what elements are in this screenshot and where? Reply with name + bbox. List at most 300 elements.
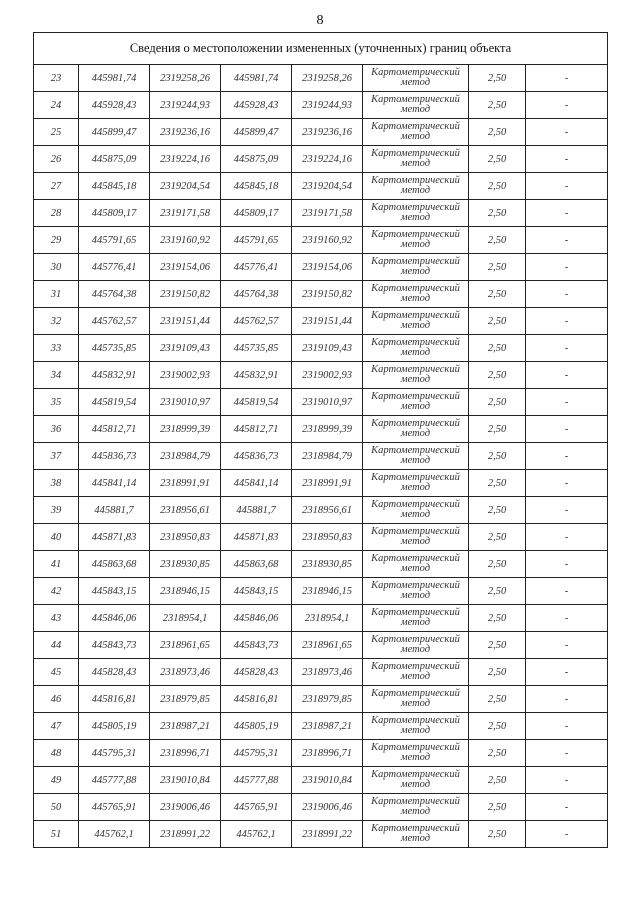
existing-y-cell: 2318984,79 [150, 443, 221, 470]
point-number-cell: 27 [34, 173, 79, 200]
method-line-2: метод [400, 806, 431, 817]
point-number-cell: 51 [34, 821, 79, 848]
accuracy-cell: 2,50 [469, 65, 526, 92]
accuracy-cell: 2,50 [469, 551, 526, 578]
refined-x-cell: 445843,15 [221, 578, 292, 605]
method-line-2: метод [400, 77, 431, 88]
method-line-2: метод [400, 455, 431, 466]
note-cell: - [526, 713, 608, 740]
table-title: Сведения о местоположении измененных (уточненных) границ объекта [34, 33, 608, 65]
refined-x-cell: 445881,7 [221, 497, 292, 524]
method-cell [363, 605, 469, 632]
accuracy-cell: 2,50 [469, 200, 526, 227]
method-cell [363, 119, 469, 146]
accuracy-cell: 2,50 [469, 686, 526, 713]
accuracy-cell: 2,50 [469, 767, 526, 794]
method-line-2: метод [400, 590, 431, 601]
method-line-2: метод [400, 509, 431, 520]
method-line-1: Картометрический [371, 499, 460, 510]
method-line-1: Картометрический [371, 445, 460, 456]
accuracy-cell: 2,50 [469, 794, 526, 821]
existing-y-cell: 2319258,26 [150, 65, 221, 92]
note-cell: - [526, 497, 608, 524]
method-line-1: Картометрический [371, 661, 460, 672]
table-row [34, 389, 608, 416]
method-cell [363, 254, 469, 281]
method-cell [363, 335, 469, 362]
method-line-1: Картометрический [371, 580, 460, 591]
point-number-cell: 28 [34, 200, 79, 227]
point-number-cell: 36 [34, 416, 79, 443]
method-line-1: Картометрический [371, 796, 460, 807]
note-cell: - [526, 443, 608, 470]
accuracy-cell: 2,50 [469, 470, 526, 497]
refined-x-cell: 445843,73 [221, 632, 292, 659]
note-cell: - [526, 578, 608, 605]
existing-x-cell: 445881,7 [79, 497, 150, 524]
method-line-1: Картометрический [371, 607, 460, 618]
note-cell: - [526, 551, 608, 578]
point-number-cell: 34 [34, 362, 79, 389]
existing-y-cell: 2318991,91 [150, 470, 221, 497]
existing-y-cell: 2318987,21 [150, 713, 221, 740]
accuracy-cell: 2,50 [469, 659, 526, 686]
accuracy-cell: 2,50 [469, 578, 526, 605]
method-line-2: метод [400, 779, 431, 790]
method-cell [363, 281, 469, 308]
note-cell: - [526, 470, 608, 497]
table-row [34, 173, 608, 200]
method-line-1: Картометрический [371, 67, 460, 78]
point-number-cell: 32 [34, 308, 79, 335]
refined-x-cell: 445832,91 [221, 362, 292, 389]
existing-x-cell: 445819,54 [79, 389, 150, 416]
refined-x-cell: 445765,91 [221, 794, 292, 821]
existing-y-cell: 2319236,16 [150, 119, 221, 146]
point-number-cell: 37 [34, 443, 79, 470]
refined-y-cell: 2319002,93 [292, 362, 363, 389]
table-row [34, 740, 608, 767]
refined-y-cell: 2318930,85 [292, 551, 363, 578]
point-number-cell: 42 [34, 578, 79, 605]
note-cell: - [526, 254, 608, 281]
note-cell: - [526, 659, 608, 686]
table-row [34, 362, 608, 389]
existing-y-cell: 2318954,1 [150, 605, 221, 632]
accuracy-cell: 2,50 [469, 389, 526, 416]
table-row [34, 443, 608, 470]
refined-x-cell: 445809,17 [221, 200, 292, 227]
existing-x-cell: 445828,43 [79, 659, 150, 686]
accuracy-cell: 2,50 [469, 497, 526, 524]
method-line-2: метод [400, 185, 431, 196]
table-body [34, 65, 608, 848]
method-line-1: Картометрический [371, 364, 460, 375]
point-number-cell: 44 [34, 632, 79, 659]
refined-x-cell: 445762,57 [221, 308, 292, 335]
existing-y-cell: 2319010,97 [150, 389, 221, 416]
method-cell [363, 92, 469, 119]
refined-x-cell: 445846,06 [221, 605, 292, 632]
accuracy-cell: 2,50 [469, 416, 526, 443]
accuracy-cell: 2,50 [469, 146, 526, 173]
method-line-2: метод [400, 752, 431, 763]
method-line-2: метод [400, 212, 431, 223]
method-line-1: Картометрический [371, 229, 460, 240]
refined-y-cell: 2318950,83 [292, 524, 363, 551]
method-cell [363, 497, 469, 524]
refined-y-cell: 2319204,54 [292, 173, 363, 200]
existing-y-cell: 2319224,16 [150, 146, 221, 173]
method-cell [363, 821, 469, 848]
refined-y-cell: 2319006,46 [292, 794, 363, 821]
note-cell: - [526, 362, 608, 389]
table-row [34, 470, 608, 497]
method-line-2: метод [400, 698, 431, 709]
method-cell [363, 794, 469, 821]
method-line-1: Картометрический [371, 634, 460, 645]
refined-y-cell: 2319171,58 [292, 200, 363, 227]
method-line-1: Картометрический [371, 526, 460, 537]
refined-x-cell: 445764,38 [221, 281, 292, 308]
table-row [34, 335, 608, 362]
refined-y-cell: 2319160,92 [292, 227, 363, 254]
note-cell: - [526, 686, 608, 713]
method-line-1: Картометрический [371, 715, 460, 726]
method-line-2: метод [400, 617, 431, 628]
method-cell [363, 578, 469, 605]
table-row [34, 200, 608, 227]
existing-y-cell: 2319150,82 [150, 281, 221, 308]
table-row [34, 65, 608, 92]
refined-y-cell: 2319109,43 [292, 335, 363, 362]
method-line-1: Картометрический [371, 769, 460, 780]
existing-y-cell: 2318973,46 [150, 659, 221, 686]
accuracy-cell: 2,50 [469, 254, 526, 281]
existing-y-cell: 2319010,84 [150, 767, 221, 794]
method-line-2: метод [400, 833, 431, 844]
point-number-cell: 41 [34, 551, 79, 578]
method-cell [363, 389, 469, 416]
refined-y-cell: 2318961,65 [292, 632, 363, 659]
note-cell: - [526, 281, 608, 308]
accuracy-cell: 2,50 [469, 308, 526, 335]
note-cell: - [526, 335, 608, 362]
point-number-cell: 29 [34, 227, 79, 254]
existing-x-cell: 445791,65 [79, 227, 150, 254]
table-row [34, 416, 608, 443]
refined-x-cell: 445863,68 [221, 551, 292, 578]
table-row [34, 119, 608, 146]
method-line-1: Картометрический [371, 121, 460, 132]
existing-x-cell: 445871,83 [79, 524, 150, 551]
table-row [34, 227, 608, 254]
accuracy-cell: 2,50 [469, 281, 526, 308]
existing-y-cell: 2319006,46 [150, 794, 221, 821]
existing-x-cell: 445981,74 [79, 65, 150, 92]
note-cell: - [526, 227, 608, 254]
accuracy-cell: 2,50 [469, 821, 526, 848]
refined-x-cell: 445845,18 [221, 173, 292, 200]
point-number-cell: 50 [34, 794, 79, 821]
method-line-2: метод [400, 347, 431, 358]
method-line-2: метод [400, 158, 431, 169]
existing-y-cell: 2319109,43 [150, 335, 221, 362]
existing-x-cell: 445805,19 [79, 713, 150, 740]
point-number-cell: 24 [34, 92, 79, 119]
point-number-cell: 40 [34, 524, 79, 551]
note-cell: - [526, 173, 608, 200]
method-cell [363, 227, 469, 254]
existing-x-cell: 445765,91 [79, 794, 150, 821]
refined-y-cell: 2319154,06 [292, 254, 363, 281]
refined-x-cell: 445735,85 [221, 335, 292, 362]
method-line-2: метод [400, 239, 431, 250]
existing-x-cell: 445777,88 [79, 767, 150, 794]
accuracy-cell: 2,50 [469, 632, 526, 659]
table-row [34, 524, 608, 551]
method-line-2: метод [400, 104, 431, 115]
existing-x-cell: 445843,15 [79, 578, 150, 605]
method-line-1: Картометрический [371, 472, 460, 483]
note-cell: - [526, 740, 608, 767]
accuracy-cell: 2,50 [469, 524, 526, 551]
refined-y-cell: 2318999,39 [292, 416, 363, 443]
refined-x-cell: 445795,31 [221, 740, 292, 767]
note-cell: - [526, 794, 608, 821]
refined-y-cell: 2318956,61 [292, 497, 363, 524]
refined-y-cell: 2318987,21 [292, 713, 363, 740]
method-cell [363, 200, 469, 227]
refined-x-cell: 445981,74 [221, 65, 292, 92]
method-line-1: Картометрический [371, 418, 460, 429]
accuracy-cell: 2,50 [469, 92, 526, 119]
point-number-cell: 25 [34, 119, 79, 146]
table-row [34, 686, 608, 713]
existing-x-cell: 445735,85 [79, 335, 150, 362]
existing-x-cell: 445841,14 [79, 470, 150, 497]
method-line-2: метод [400, 644, 431, 655]
refined-y-cell: 2318991,91 [292, 470, 363, 497]
refined-y-cell: 2319224,16 [292, 146, 363, 173]
method-cell [363, 686, 469, 713]
refined-x-cell: 445836,73 [221, 443, 292, 470]
existing-x-cell: 445899,47 [79, 119, 150, 146]
method-cell [363, 632, 469, 659]
method-line-2: метод [400, 320, 431, 331]
accuracy-cell: 2,50 [469, 335, 526, 362]
existing-y-cell: 2319151,44 [150, 308, 221, 335]
table-row [34, 821, 608, 848]
refined-x-cell: 445928,43 [221, 92, 292, 119]
existing-y-cell: 2318950,83 [150, 524, 221, 551]
refined-x-cell: 445828,43 [221, 659, 292, 686]
table-row [34, 632, 608, 659]
accuracy-cell: 2,50 [469, 119, 526, 146]
accuracy-cell: 2,50 [469, 740, 526, 767]
existing-y-cell: 2319160,92 [150, 227, 221, 254]
point-number-cell: 23 [34, 65, 79, 92]
existing-x-cell: 445764,38 [79, 281, 150, 308]
method-line-1: Картометрический [371, 202, 460, 213]
refined-x-cell: 445841,14 [221, 470, 292, 497]
table-row [34, 497, 608, 524]
table-row [34, 713, 608, 740]
method-line-1: Картометрический [371, 310, 460, 321]
table-row [34, 659, 608, 686]
table-row [34, 578, 608, 605]
method-line-2: метод [400, 131, 431, 142]
existing-x-cell: 445812,71 [79, 416, 150, 443]
table-row [34, 146, 608, 173]
point-number-cell: 26 [34, 146, 79, 173]
refined-y-cell: 2319151,44 [292, 308, 363, 335]
point-number-cell: 45 [34, 659, 79, 686]
note-cell: - [526, 200, 608, 227]
method-cell [363, 173, 469, 200]
refined-x-cell: 445805,19 [221, 713, 292, 740]
existing-x-cell: 445795,31 [79, 740, 150, 767]
existing-x-cell: 445928,43 [79, 92, 150, 119]
point-number-cell: 47 [34, 713, 79, 740]
existing-y-cell: 2319154,06 [150, 254, 221, 281]
note-cell: - [526, 92, 608, 119]
method-cell [363, 659, 469, 686]
method-cell [363, 65, 469, 92]
existing-x-cell: 445776,41 [79, 254, 150, 281]
accuracy-cell: 2,50 [469, 227, 526, 254]
refined-y-cell: 2319258,26 [292, 65, 363, 92]
method-line-1: Картометрический [371, 553, 460, 564]
table-row [34, 794, 608, 821]
existing-x-cell: 445809,17 [79, 200, 150, 227]
point-number-cell: 31 [34, 281, 79, 308]
existing-y-cell: 2318996,71 [150, 740, 221, 767]
point-number-cell: 48 [34, 740, 79, 767]
method-cell [363, 362, 469, 389]
note-cell: - [526, 119, 608, 146]
existing-y-cell: 2318930,85 [150, 551, 221, 578]
existing-x-cell: 445843,73 [79, 632, 150, 659]
page-number: 8 [316, 13, 324, 28]
method-cell [363, 767, 469, 794]
refined-y-cell: 2319244,93 [292, 92, 363, 119]
existing-y-cell: 2318991,22 [150, 821, 221, 848]
method-line-1: Картометрический [371, 823, 460, 834]
refined-x-cell: 445812,71 [221, 416, 292, 443]
existing-x-cell: 445762,1 [79, 821, 150, 848]
note-cell: - [526, 524, 608, 551]
note-cell: - [526, 821, 608, 848]
refined-x-cell: 445777,88 [221, 767, 292, 794]
refined-y-cell: 2318984,79 [292, 443, 363, 470]
existing-x-cell: 445846,06 [79, 605, 150, 632]
existing-x-cell: 445875,09 [79, 146, 150, 173]
table-row [34, 281, 608, 308]
refined-y-cell: 2319150,82 [292, 281, 363, 308]
existing-x-cell: 445845,18 [79, 173, 150, 200]
existing-y-cell: 2318999,39 [150, 416, 221, 443]
refined-x-cell: 445819,54 [221, 389, 292, 416]
method-line-1: Картометрический [371, 688, 460, 699]
method-cell [363, 740, 469, 767]
method-line-1: Картометрический [371, 148, 460, 159]
note-cell: - [526, 767, 608, 794]
refined-y-cell: 2318973,46 [292, 659, 363, 686]
accuracy-cell: 2,50 [469, 713, 526, 740]
method-cell [363, 524, 469, 551]
refined-x-cell: 445816,81 [221, 686, 292, 713]
point-number-cell: 38 [34, 470, 79, 497]
method-cell [363, 308, 469, 335]
table-row [34, 254, 608, 281]
method-line-2: метод [400, 482, 431, 493]
method-line-2: метод [400, 266, 431, 277]
refined-x-cell: 445776,41 [221, 254, 292, 281]
method-line-1: Картометрический [371, 283, 460, 294]
existing-x-cell: 445762,57 [79, 308, 150, 335]
method-line-1: Картометрический [371, 391, 460, 402]
method-line-1: Картометрический [371, 94, 460, 105]
existing-x-cell: 445832,91 [79, 362, 150, 389]
point-number-cell: 33 [34, 335, 79, 362]
existing-x-cell: 445863,68 [79, 551, 150, 578]
refined-y-cell: 2318991,22 [292, 821, 363, 848]
refined-y-cell: 2319010,97 [292, 389, 363, 416]
point-number-cell: 39 [34, 497, 79, 524]
note-cell: - [526, 146, 608, 173]
method-line-1: Картометрический [371, 337, 460, 348]
method-line-2: метод [400, 428, 431, 439]
method-cell [363, 443, 469, 470]
table-row [34, 92, 608, 119]
method-line-1: Картометрический [371, 175, 460, 186]
point-number-cell: 30 [34, 254, 79, 281]
accuracy-cell: 2,50 [469, 173, 526, 200]
method-line-2: метод [400, 536, 431, 547]
refined-y-cell: 2318954,1 [292, 605, 363, 632]
method-line-1: Картометрический [371, 256, 460, 267]
refined-x-cell: 445875,09 [221, 146, 292, 173]
table-row [34, 767, 608, 794]
refined-y-cell: 2319236,16 [292, 119, 363, 146]
method-line-2: метод [400, 374, 431, 385]
refined-y-cell: 2318946,15 [292, 578, 363, 605]
existing-x-cell: 445836,73 [79, 443, 150, 470]
note-cell: - [526, 416, 608, 443]
point-number-cell: 43 [34, 605, 79, 632]
existing-y-cell: 2318961,65 [150, 632, 221, 659]
refined-x-cell: 445871,83 [221, 524, 292, 551]
point-number-cell: 46 [34, 686, 79, 713]
method-cell [363, 470, 469, 497]
table-title-row [34, 33, 608, 65]
existing-x-cell: 445816,81 [79, 686, 150, 713]
point-number-cell: 49 [34, 767, 79, 794]
existing-y-cell: 2318956,61 [150, 497, 221, 524]
existing-y-cell: 2318946,15 [150, 578, 221, 605]
table-row [34, 605, 608, 632]
method-line-2: метод [400, 671, 431, 682]
method-line-2: метод [400, 725, 431, 736]
note-cell: - [526, 632, 608, 659]
method-cell [363, 551, 469, 578]
existing-y-cell: 2319171,58 [150, 200, 221, 227]
note-cell: - [526, 389, 608, 416]
accuracy-cell: 2,50 [469, 605, 526, 632]
refined-x-cell: 445762,1 [221, 821, 292, 848]
method-cell [363, 416, 469, 443]
